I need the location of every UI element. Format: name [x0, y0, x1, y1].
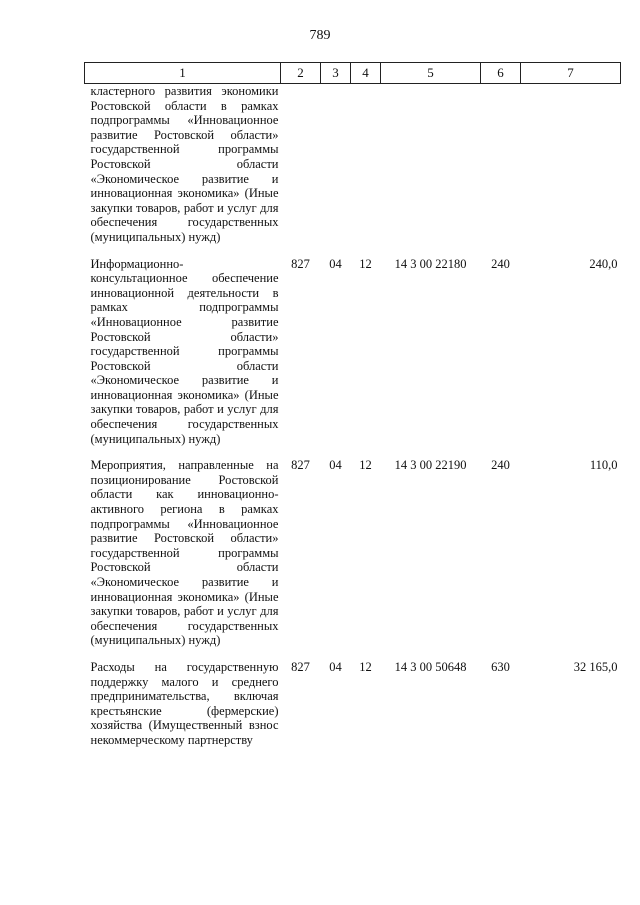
column-header: 6 [481, 63, 521, 84]
target-article-code: 14 3 00 50648 [394, 659, 467, 674]
row-description: Расходы на государственную поддержку малого и среднего предпринимательства, включая крестьянские (фермерские) хозяйства (Имущественный взнос некоммерческому партнерству [90, 659, 279, 747]
table-row [85, 257, 621, 447]
ministry-code [281, 84, 321, 245]
section-code: 04 [329, 256, 342, 271]
amount: 32 165,0 [573, 659, 618, 674]
amount: 240,0 [589, 256, 618, 271]
expense-type-code: 240 [491, 256, 510, 271]
page-number: 789 [309, 28, 331, 43]
ministry-code: 827 [291, 256, 310, 271]
section-code: 04 [329, 659, 342, 674]
table-header-row [85, 63, 621, 84]
column-header: 7 [521, 63, 621, 84]
budget-table [84, 62, 621, 748]
expense-type-code [481, 84, 521, 245]
column-header: 5 [381, 63, 481, 84]
row-description: Мероприятия, направленные на позиционирование Ростовской области как инновационно-активного региона в рамках подпрограммы «Инновационное развитие Ростовской области» государственной программы Ростовской области «Экономическое развитие и инновационная экономика» (Иные закупки товаров, работ и услуг для обеспечения государственных (муниципальных) нужд) [90, 458, 279, 648]
amount [521, 84, 621, 245]
subsection-code: 12 [359, 256, 372, 271]
table-row [85, 660, 621, 748]
target-article-code: 14 3 00 22190 [394, 458, 467, 473]
column-header: 4 [351, 63, 381, 84]
target-article-code: 14 3 00 22180 [394, 256, 467, 271]
subsection-code: 12 [359, 659, 372, 674]
table-row [85, 458, 621, 648]
subsection-code: 12 [359, 458, 372, 473]
subsection-code [351, 84, 381, 245]
row-description: кластерного развития экономики Ростовской области в рамках подпрограммы «Инновационное развитие Ростовской области» государственной программы Ростовской области «Экономическое развитие и инновационная экономика» (Иные закупки товаров, работ и услуг для обеспечения государственных (муниципальных) нужд) [90, 84, 279, 244]
expense-type-code: 240 [491, 458, 510, 473]
column-header: 1 [85, 63, 281, 84]
row-description: Информационно-консультационное обеспечение инновационной деятельности в рамках подпрограммы «Инновационное развитие Ростовской области» государственной программы Ростовской области «Экономическое развитие и инновационная экономика» (Иные закупки товаров, работ и услуг для обеспечения государственных (муниципальных) нужд) [90, 256, 279, 446]
table-row [85, 84, 621, 245]
target-article-code [381, 84, 481, 245]
ministry-code: 827 [291, 659, 310, 674]
amount: 110,0 [589, 458, 618, 473]
section-code [321, 84, 351, 245]
column-header: 3 [321, 63, 351, 84]
section-code: 04 [329, 458, 342, 473]
column-header: 2 [281, 63, 321, 84]
expense-type-code: 630 [491, 659, 510, 674]
ministry-code: 827 [291, 458, 310, 473]
